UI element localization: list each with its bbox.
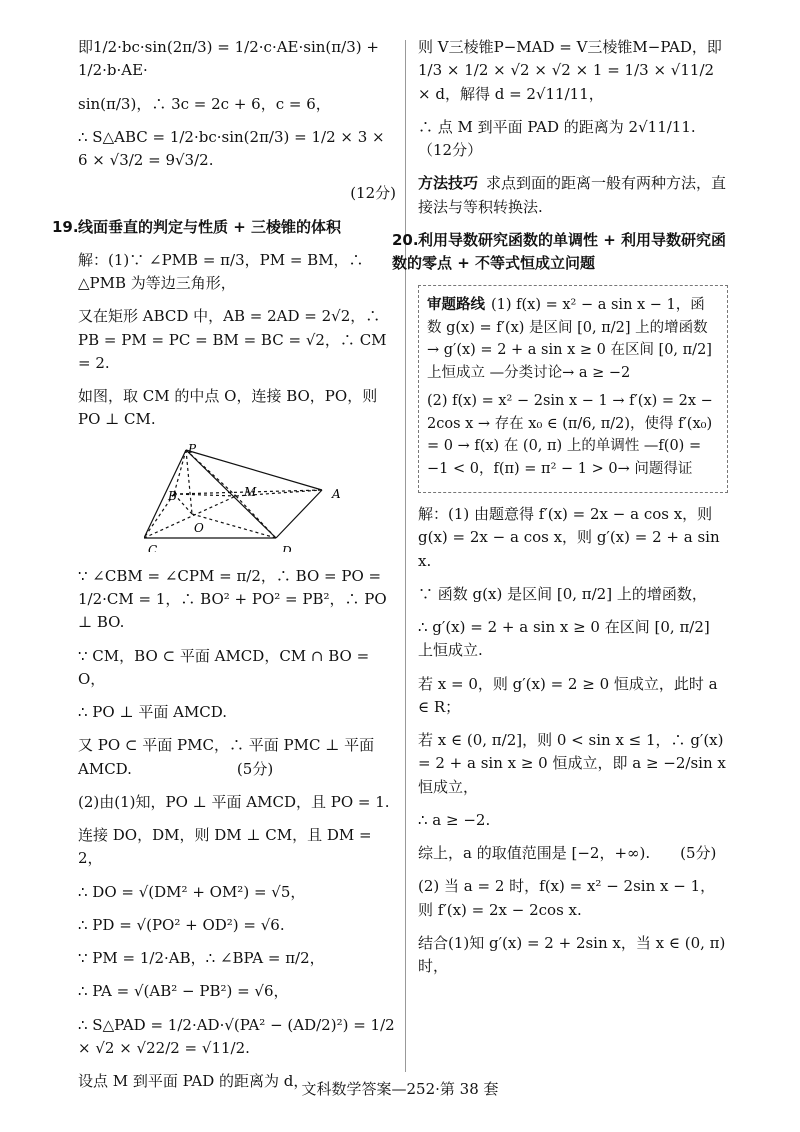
text-line: ∴ a ≥ −2. xyxy=(418,810,491,829)
vertex-label-P: P xyxy=(188,441,197,456)
text-line: ∵ PM = 1/2·AB，∴ ∠BPA = π/2， xyxy=(78,949,325,967)
edge-CM xyxy=(144,496,236,538)
tip-label: 方法技巧 xyxy=(418,174,479,193)
text-line: ∵ ∠CBM = ∠CPM = π/2，∴ BO = PO = 1/2·CM = 1，∴ BO² + PO² = PB²，∴ PO ⊥ BO. xyxy=(78,566,387,632)
vertex-label-C: C xyxy=(148,542,158,552)
text-line: ∵ 函数 g(x) 是区间 [0, π/2] 上的增函数， xyxy=(418,584,707,603)
text-line: ∴ PA = √(AB² − PB²) = √6， xyxy=(78,982,289,1001)
text-line: ∴ S△PAD = 1/2·AD·√(PA² − (AD/2)²) = 1/2 × √2 × √22/2 = √11/2. xyxy=(78,1015,395,1057)
text-line: (2)由(1)知，PO ⊥ 平面 AMCD，且 PO = 1. xyxy=(78,792,390,811)
text-line: ∵ CM，BO ⊂ 平面 AMCD，CM ∩ BO = O， xyxy=(78,646,370,688)
text-line: 若 x ∈ (0, π/2]，则 0 < sin x ≤ 1，∴ g′(x) = 2 + a sin x ≥ 0 恒成立，即 a ≥ −2/sin x 恒成立， xyxy=(418,731,726,796)
review-route-box xyxy=(418,285,728,493)
route-label: 审题路线 xyxy=(427,297,485,314)
question-heading xyxy=(52,216,396,239)
text-line: 即1/2·bc·sin(2π/3) = 1/2·c·AE·sin(π/3) + 1/2·b·AE· xyxy=(78,38,379,80)
edge-DA xyxy=(276,490,322,538)
text-line: ∴ PO ⊥ 平面 AMCD. xyxy=(78,703,228,721)
route-line xyxy=(427,294,719,384)
route-text: (2) f(x) = x² − 2sin x − 1 → f′(x) = 2x − 2cos x → 存在 x₀ ∈ (π/6, π/2)，使得 f′(x₀) = 0 → f(x) 在 (0, π) 上的单调性 —f(0) = −1 < 0，f(π) = π² − 1 > 0→ 问题得证 xyxy=(427,393,713,477)
left-column xyxy=(52,36,396,1103)
text-line: 又 PO ⊂ 平面 PMC，∴ 平面 PMC ⊥ 平面 AMCD. (5分) xyxy=(78,736,375,778)
text-line: sin(π/3)，∴ 3c = 2c + 6，c = 6， xyxy=(78,94,331,113)
route-text: (1) f(x) = x² − a sin x − 1，函数 g(x) = f′(x) 是区间 [0, π/2] 上的增函数 → g′(x) = 2 + a sin x ≥ 0 在区间 [0, π/2] 上恒成立 —分类讨论→ a ≥ −2 xyxy=(427,297,712,381)
question-number: 19. xyxy=(52,217,79,236)
text-line: ∴ 点 M 到平面 PAD 的距离为 2√11/11.（12分） xyxy=(418,117,696,159)
edge-BM xyxy=(174,494,236,496)
column-divider xyxy=(405,40,406,1072)
vertex-label-D: D xyxy=(282,543,292,552)
right-column xyxy=(392,36,728,988)
question-number: 20. xyxy=(392,230,419,249)
vertex-label-O: O xyxy=(194,520,204,535)
text-line: ∴ PD = √(PO² + OD²) = √6. xyxy=(78,915,285,934)
vertex-label-M: M xyxy=(244,484,257,499)
page-footer: 文科数学答案—252·第 38 套 xyxy=(301,1080,499,1098)
tip-text: 求点到面的距离一般有两种方法，直接法与等积转换法. xyxy=(418,174,727,216)
text-line: ∴ S△ABC = 1/2·bc·sin(2π/3) = 1/2 × 3 × 6 × √3/2 = 9√3/2. xyxy=(78,127,385,169)
text-line: 如图，取 CM 的中点 O，连接 BO，PO，则 PO ⊥ CM. xyxy=(78,387,378,429)
text-line: 若 x = 0，则 g′(x) = 2 ≥ 0 恒成立，此时 a ∈ R； xyxy=(418,674,718,716)
question-topic: 利用导数研究函数的单调性 + 利用导数研究函数的零点 + 不等式恒成立问题 xyxy=(392,230,727,272)
question-topic: 线面垂直的判定与性质 + 三棱锥的体积 xyxy=(78,217,342,236)
text-line: 连接 DO，DM，则 DM ⊥ CM，且 DM = 2， xyxy=(78,826,372,868)
text-line: 结合(1)知 g′(x) = 2 + 2sin x，当 x ∈ (0, π) 时， xyxy=(418,933,726,975)
vertex-label-B: B xyxy=(168,488,177,503)
text-line: 解：(1) 由题意得 f′(x) = 2x − a cos x，则 g(x) = 2x − a cos x，则 g′(x) = 2 + a sin x. xyxy=(418,505,720,570)
edge-PC xyxy=(144,450,186,538)
text-line: 设点 M 到平面 PAD 的距离为 d， xyxy=(78,1072,309,1090)
edge-PO xyxy=(186,450,192,514)
text-line: 又在矩形 ABCD 中，AB = 2AD = 2√2，∴ PB = PM = PC = BM = BC = √2，∴ CM = 2. xyxy=(78,307,387,372)
text-line: 解：(1)∵ ∠PMB = π/3，PM = BM，∴ △PMB 为等边三角形， xyxy=(78,250,364,292)
text-line: 则 V三棱锥P−MAD = V三棱锥M−PAD，即 1/3 × 1/2 × √2 × √2 × 1 = 1/3 × √11/2 × d，解得 d = 2√11/11， xyxy=(418,38,722,103)
text-line: ∴ DO = √(DM² + OM²) = √5， xyxy=(78,882,306,901)
route-line xyxy=(427,390,719,480)
question-heading xyxy=(392,229,728,276)
geometry-figure xyxy=(138,442,396,559)
text-line: (2) 当 a = 2 时，f(x) = x² − 2sin x − 1，则 f′(x) = 2x − 2cos x. xyxy=(418,877,716,919)
text-line: ∴ g′(x) = 2 + a sin x ≥ 0 在区间 [0, π/2] 上恒成立. xyxy=(418,618,710,660)
text-line: 综上，a 的取值范围是 [−2，+∞). (5分) xyxy=(418,844,717,862)
vertex-label-A: A xyxy=(332,486,341,501)
method-tip xyxy=(418,172,728,219)
score-note: (12分) xyxy=(350,184,396,203)
